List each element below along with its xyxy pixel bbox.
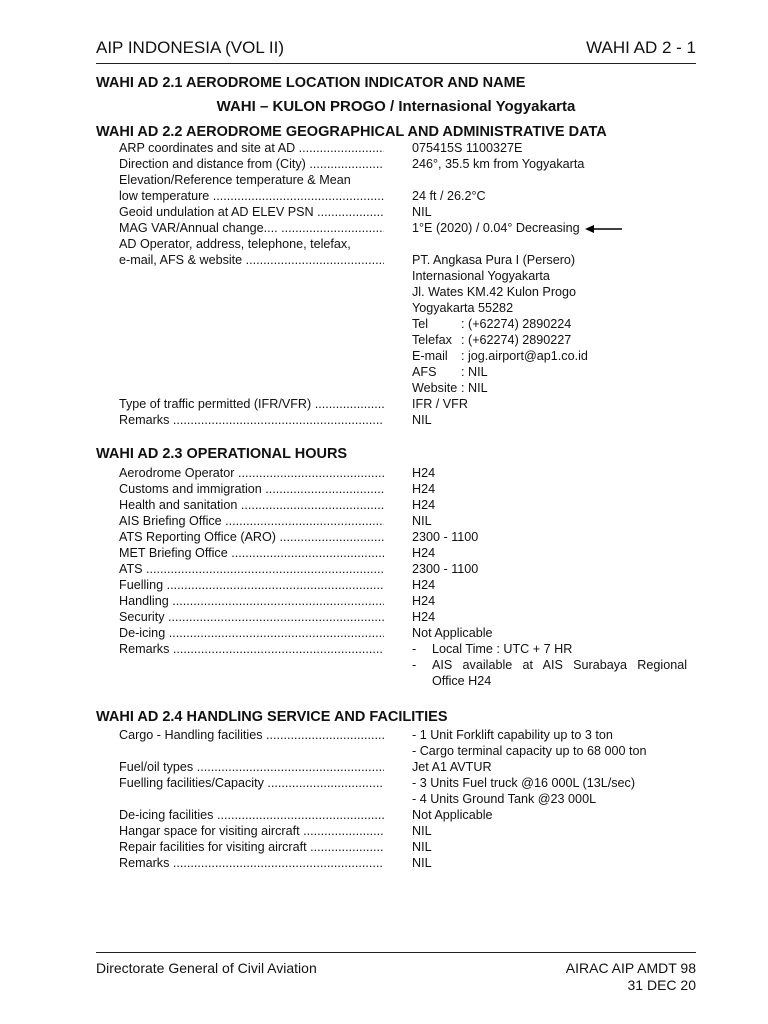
remark-text: AIS available at AIS Surabaya Regional Office H24 (432, 658, 687, 688)
row-label: Security ..... (119, 610, 384, 626)
row-repair (119, 840, 719, 856)
contact-value: : jog.airport@ap1.co.id (461, 349, 588, 363)
row-label: ATS Reporting Office (ARO) ..... (119, 530, 384, 546)
hours-row (119, 594, 719, 610)
footer-amendment (566, 960, 696, 994)
row-value: NIL (412, 840, 432, 854)
operator-line: Jl. Wates KM.42 Kulon Progo (412, 285, 577, 299)
row-label: Fuel/oil types ..... (119, 760, 384, 776)
hours-row (119, 482, 719, 498)
contact-value: : (+62274) 2890224 (461, 317, 572, 331)
row-value: 075415S 1100327E (412, 141, 523, 155)
footer-date: 31 DEC 20 (627, 977, 696, 993)
row-value: H24 (412, 466, 436, 480)
row-value: 246°, 35.5 km from Yogyakarta (412, 157, 585, 171)
row-label: Remarks ..... (119, 856, 384, 872)
row-operator-tel (119, 317, 719, 333)
row-label: MAG VAR/Annual change.... ..... (119, 221, 384, 237)
contact-key: AFS (412, 365, 437, 379)
row-value-with-arrow (412, 221, 623, 237)
row-label: Health and sanitation ..... (119, 498, 384, 514)
row-label: Direction and distance from (City) ..... (119, 157, 384, 173)
row-deicing (119, 808, 719, 824)
row-label: ARP coordinates and site at AD ..... (119, 141, 384, 157)
row-label: Fuelling facilities/Capacity ..... (119, 776, 384, 792)
row-label: Cargo - Handling facilities ..... (119, 728, 384, 744)
row-value: H24 (412, 610, 436, 624)
row-direction (119, 157, 719, 173)
hours-row (119, 546, 719, 562)
operator-line: Yogyakarta 55282 (412, 301, 514, 315)
row-value: H24 (412, 482, 436, 496)
hours-remarks (119, 642, 719, 658)
footer-divider (96, 952, 696, 953)
contact-key: Website (412, 381, 458, 395)
section-2-3-title: WAHI AD 2.3 OPERATIONAL HOURS (96, 446, 348, 462)
contact-key: E-mail (412, 349, 448, 363)
row-value: NIL (412, 205, 432, 219)
row-operator-line (119, 285, 719, 301)
section-2-2-title: WAHI AD 2.2 AERODROME GEOGRAPHICAL AND ADMINISTRATIVE DATA (96, 124, 607, 140)
row-value: NIL (412, 856, 432, 870)
row-label: Hangar space for visiting aircraft ..... (119, 824, 384, 840)
row-operator-website (119, 381, 719, 397)
header-divider (96, 63, 696, 64)
row-fuelling (119, 776, 719, 792)
row-cargo (119, 728, 719, 744)
contact-key: Telefax (412, 333, 452, 347)
hours-row (119, 514, 719, 530)
row-value: Not Applicable (412, 626, 493, 640)
row-value: IFR / VFR (412, 397, 468, 411)
row-label: e-mail, AFS & website ..... (119, 253, 384, 269)
row-value: - 4 Units Ground Tank @23 000L (412, 792, 597, 806)
bullet-dash: - (412, 658, 417, 672)
row-value: H24 (412, 578, 436, 592)
row-value: H24 (412, 498, 436, 512)
hours-remarks-2 (119, 658, 719, 690)
row-operator-line (119, 269, 719, 285)
row-fuel (119, 760, 719, 776)
row-label: Aerodrome Operator ..... (119, 466, 384, 482)
row-arp (119, 141, 719, 157)
row-operator-email (119, 349, 719, 365)
row-label: AD Operator, address, telephone, telefax, (119, 237, 351, 251)
row-value: 24 ft / 26.2°C (412, 189, 486, 203)
hours-row (119, 626, 719, 642)
row-label: ATS ..... (119, 562, 384, 578)
operator-line: Internasional Yogyakarta (412, 269, 550, 283)
row-value: 1°E (2020) / 0.04° Decreasing (412, 221, 580, 235)
section-2-4-title: WAHI AD 2.4 HANDLING SERVICE AND FACILITIES (96, 709, 448, 725)
row-value: - 3 Units Fuel truck @16 000L (13L/sec) (412, 776, 636, 790)
hours-row (119, 562, 719, 578)
row-label: Customs and immigration ..... (119, 482, 384, 498)
header-publication: AIP INDONESIA (VOL II) (96, 38, 284, 57)
row-label: Handling ..... (119, 594, 384, 610)
row-cargo-2 (119, 744, 719, 760)
row-label: Geoid undulation at AD ELEV PSN ..... (119, 205, 384, 221)
hours-row (119, 498, 719, 514)
page-header (96, 38, 696, 60)
row-value: H24 (412, 594, 436, 608)
row-value: - 1 Unit Forklift capability up to 3 ton (412, 728, 613, 742)
row-value: Not Applicable (412, 808, 493, 822)
header-page-ref: WAHI AD 2 - 1 (586, 38, 696, 57)
row-remarks (119, 413, 719, 429)
row-operator-afs (119, 365, 719, 381)
operator-line: PT. Angkasa Pura I (Persero) (412, 253, 576, 267)
left-arrow-icon (585, 224, 623, 234)
row-value: NIL (412, 514, 432, 528)
hours-row (119, 530, 719, 546)
row-label: low temperature ..... (119, 189, 384, 205)
aerodrome-name: WAHI – KULON PROGO / Internasional Yogyakarta (216, 98, 576, 115)
row-label: AIS Briefing Office ..... (119, 514, 384, 530)
hours-row (119, 578, 719, 594)
row-label: Remarks ..... (119, 642, 384, 658)
row-label: Elevation/Reference temperature & Mean (119, 173, 351, 187)
contact-value: : NIL (461, 365, 488, 379)
row-hangar (119, 824, 719, 840)
footer-amdt: AIRAC AIP AMDT 98 (565, 960, 696, 976)
hours-row (119, 466, 719, 482)
row-fuelling-2 (119, 792, 719, 808)
row-label: MET Briefing Office ..... (119, 546, 384, 562)
row-label: De-icing ..... (119, 626, 384, 642)
contact-key: Tel (412, 317, 429, 331)
row-elevation-label-1 (119, 173, 719, 189)
row-operator (119, 253, 719, 269)
row-value: NIL (412, 824, 432, 838)
row-value: 2300 - 1100 (412, 530, 479, 544)
row-operator-line (119, 301, 719, 317)
row-value: 2300 - 1100 (412, 562, 479, 576)
contact-value: : (+62274) 2890227 (461, 333, 572, 347)
row-value: H24 (412, 546, 436, 560)
row-operator-telefax (119, 333, 719, 349)
row-value: Jet A1 AVTUR (412, 760, 492, 774)
row-label: Fuelling ..... (119, 578, 384, 594)
row-operator-label-1 (119, 237, 719, 253)
row-label: Remarks ..... (119, 413, 384, 429)
bullet-dash: - (412, 642, 417, 656)
row-value: NIL (412, 413, 432, 427)
row-elevation (119, 189, 719, 205)
row-traffic (119, 397, 719, 413)
remark-text: Local Time : UTC + 7 HR (432, 642, 573, 656)
row-geoid (119, 205, 719, 221)
row-value: - Cargo terminal capacity up to 68 000 ton (412, 744, 647, 758)
row-label: De-icing facilities ..... (119, 808, 384, 824)
hours-row (119, 610, 719, 626)
contact-value: : NIL (461, 381, 488, 395)
row-label: Type of traffic permitted (IFR/VFR) ..... (119, 397, 384, 413)
row-remarks (119, 856, 719, 872)
footer-authority: Directorate General of Civil Aviation (96, 960, 317, 976)
row-label: Repair facilities for visiting aircraft ..... (119, 840, 384, 856)
row-magvar (119, 221, 719, 237)
section-2-1-title: WAHI AD 2.1 AERODROME LOCATION INDICATOR AND NAME (96, 75, 526, 91)
